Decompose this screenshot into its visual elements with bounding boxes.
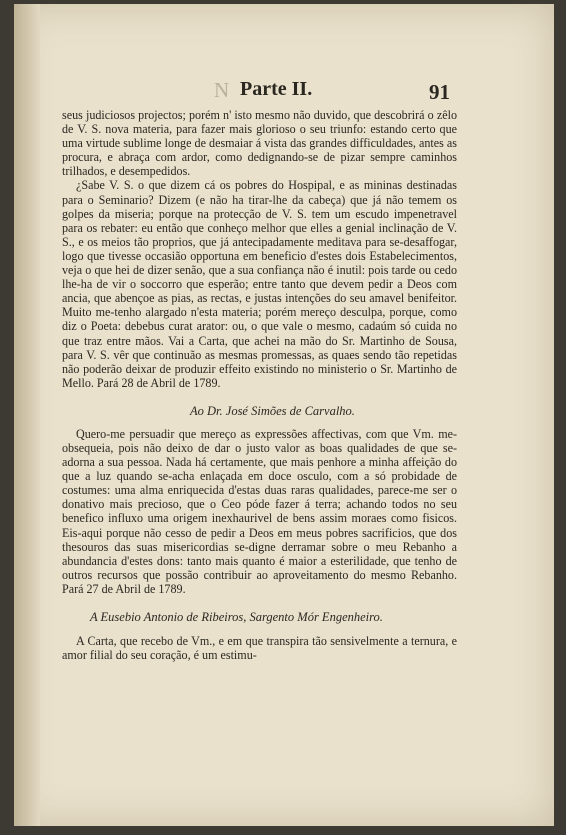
letter-heading-ribeiros: A Eusebio Antonio de Ribeiros, Sargento Mór Engenheiro. bbox=[90, 610, 383, 624]
part-title: Parte II. bbox=[240, 78, 313, 100]
paragraph-hospital: ¿Sabe V. S. o que dizem cá os pobres do Hospipal, e as mininas destinadas para o Seminario? Dizem (e não ha tirar-lhe da cabeça) que já não temem os golpes da miseria; porque na protecção de V. S. tem um escudo impenetravel para os rebater: eu então que conheço melhor que elles a genial inclinação de V. S., e os meios tão proprios, que já antecipadamente meditava para se-desaffogar, logo que tivesse occasião opportuna em beneficio d'estes dois Estabelecimentos, veja o que hei de dizer senão, que a sua confiança não é inutil: pois tarde ou cedo lhe-ha de vir o soccorro que esperão; entre tanto que devem pedir a Deos com ancia, que abençoe as pias, as rectas, e justas intenções do seu amavel benifeitor. Muito me-tenho alargado n'esta materia; porém mereço desculpa, porque, como diz o Poeta: debebus curat arator: ou, o que vale o mesmo, cadaúm só cuida no que traz entre mãos. Vai a Carta, que achei na mão do Sr. Martinho de Sousa, para V. S. vêr que continuão as mesmas promessas, as quaes sendo tão repetidas não poderão deixar de produzir effeito existindo no ministerio o Sr. Martinho de Mello. Pará 28 de Abril de 1789. bbox=[62, 178, 457, 390]
book-page bbox=[14, 4, 554, 826]
running-header bbox=[214, 78, 464, 102]
letter-heading-carvalho: Ao Dr. José Simões de Carvalho. bbox=[190, 403, 355, 418]
paragraph-continuation: seus judiciosos projectos; porém n' isto mesmo não duvido, que descobrirá o zêlo de V. S. nova materia, para fazer mais glorioso o seu triunfo: estando certo que uma virtude sublime longe de desmaiar á vista das grandes difficuldades, antes as procura, e abraça com ardor, como dedignando-se de pizar sempre caminhos trilhados, e desempedidos. bbox=[62, 108, 457, 179]
paragraph-letter-ribeiros: A Carta, que recebo de Vm., e em que transpira tão sensivelmente a ternura, e amor filial do seu coração, é um estimu- bbox=[62, 634, 457, 663]
paragraph-letter-carvalho: Quero-me persuadir que mereço as expressões affectivas, com que Vm. me-obsequeia, pois não deixo de dar o justo valor as boas qualidades de que se-adorna a sua pessoa. Nada há certamente, que mais penhore a minha affeição do que a luz quando se-acha enlaçada em doce osculo, com a só probidade de costumes: uma alma enriquecida d'estas duas raras qualidades, parece-me ser o donativo mais precioso, que o Ceo póde fazer á terra; achando todos no seu benefico influxo uma origem inexhaurivel de bens assim moraes como fisicos. Eis-aqui porque não cesso de pedir a Deos em meus pobres sacrificios, que dos thesouros das suas misericordias se-digne derramar sobre o meu Rebanho a abundancia d'estes dons: tanto mais quanto é maior a esterilidade, que tenho de outros recursos que possão contribuir ao aproveitamento do mesmo Rebanho. Pará 27 de Abril de 1789. bbox=[62, 426, 457, 596]
page-number: 91 bbox=[429, 80, 450, 104]
bleed-through-text: N bbox=[214, 78, 232, 102]
page-body bbox=[62, 108, 457, 662]
page-gutter bbox=[14, 4, 40, 826]
